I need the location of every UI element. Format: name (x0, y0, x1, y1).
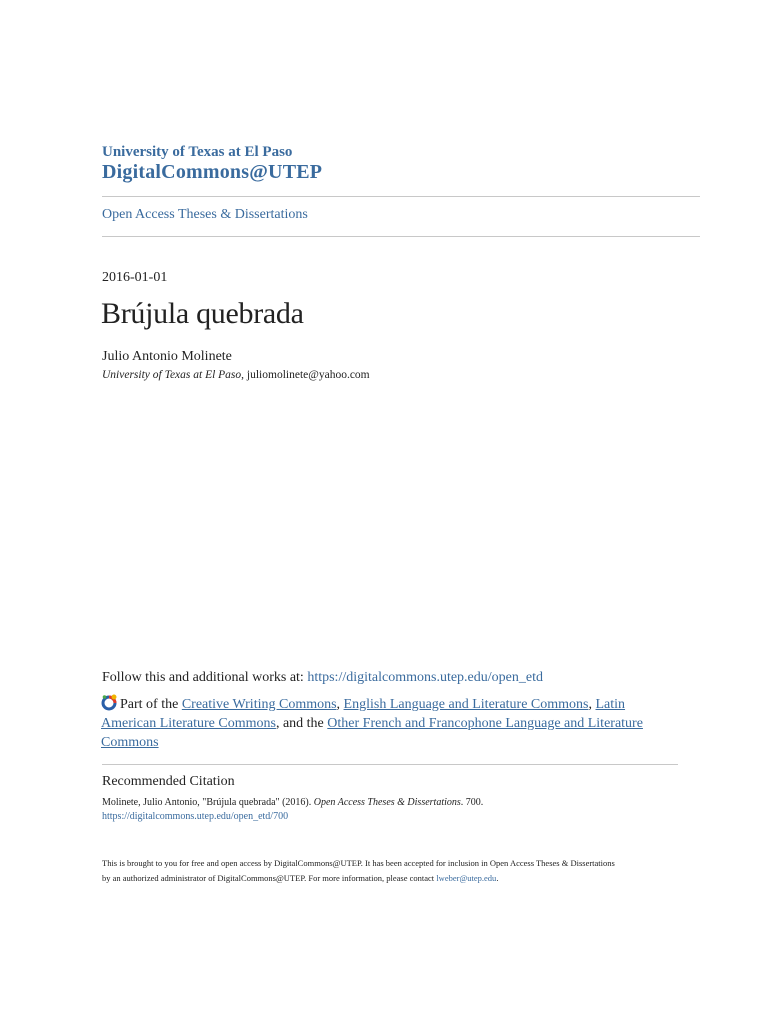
contact-email-link[interactable]: lweber@utep.edu (436, 873, 497, 883)
header-divider-bottom (102, 236, 700, 237)
citation-text (102, 796, 483, 824)
part-of-separator: , and the (275, 716, 328, 731)
follow-link[interactable]: https://digitalcommons.utep.edu/open_etd (307, 670, 543, 685)
author-name: Julio Antonio Molinete (102, 349, 232, 364)
part-of-separator: , (336, 697, 344, 712)
footer-line-2-suffix: . (496, 873, 499, 883)
header-divider-top (102, 196, 700, 197)
part-of-prefix: Part of the (120, 697, 182, 712)
institution-name[interactable]: University of Texas at El Paso (102, 144, 293, 160)
discipline-link-french-francophone[interactable]: Other French and Francophone Language and Literature Commons (101, 716, 643, 750)
footer-line-1: This is brought to you for free and open access by DigitalCommons@UTEP. It has been accepted for inclusion in Open Access Theses & Dissertations (102, 858, 615, 868)
follow-label: Follow this and additional works at: (102, 670, 308, 685)
follow-line (102, 670, 543, 686)
part-of-disciplines (101, 693, 661, 752)
author-email: juliomolinete@yahoo.com (246, 369, 370, 381)
citation-suffix: . 700. (460, 797, 484, 808)
document-title: Brújula quebrada (101, 297, 304, 330)
footer-line-2-prefix: by an authorized administrator of DigitalCommons@UTEP. For more information, please contact (102, 873, 437, 883)
affiliation-separator: , (241, 369, 247, 381)
part-of-separator: , (588, 697, 596, 712)
citation-divider (102, 764, 678, 765)
author-affiliation (102, 369, 370, 381)
discipline-link-latin-american[interactable]: Latin American Literature Commons (101, 697, 626, 731)
citation-series: Open Access Theses & Dissertations (313, 797, 461, 808)
footer-line-2 (102, 871, 682, 886)
footer-note (102, 856, 682, 886)
recommended-citation-heading: Recommended Citation (102, 774, 235, 789)
discipline-link-creative-writing[interactable]: Creative Writing Commons (181, 697, 337, 712)
citation-url-link[interactable]: https://digitalcommons.utep.edu/open_etd/700 (102, 811, 289, 822)
discipline-link-english-language[interactable]: English Language and Literature Commons (343, 697, 589, 712)
affiliation-name: University of Texas at El Paso (102, 369, 242, 381)
citation-prefix: Molinete, Julio Antonio, "Brújula quebrada" (2016). (102, 797, 314, 808)
repository-name[interactable]: DigitalCommons@UTEP (102, 161, 323, 183)
series-link[interactable]: Open Access Theses & Dissertations (102, 207, 308, 222)
citation-line (102, 796, 483, 810)
commons-network-icon (101, 693, 119, 711)
publication-date: 2016-01-01 (102, 270, 168, 285)
